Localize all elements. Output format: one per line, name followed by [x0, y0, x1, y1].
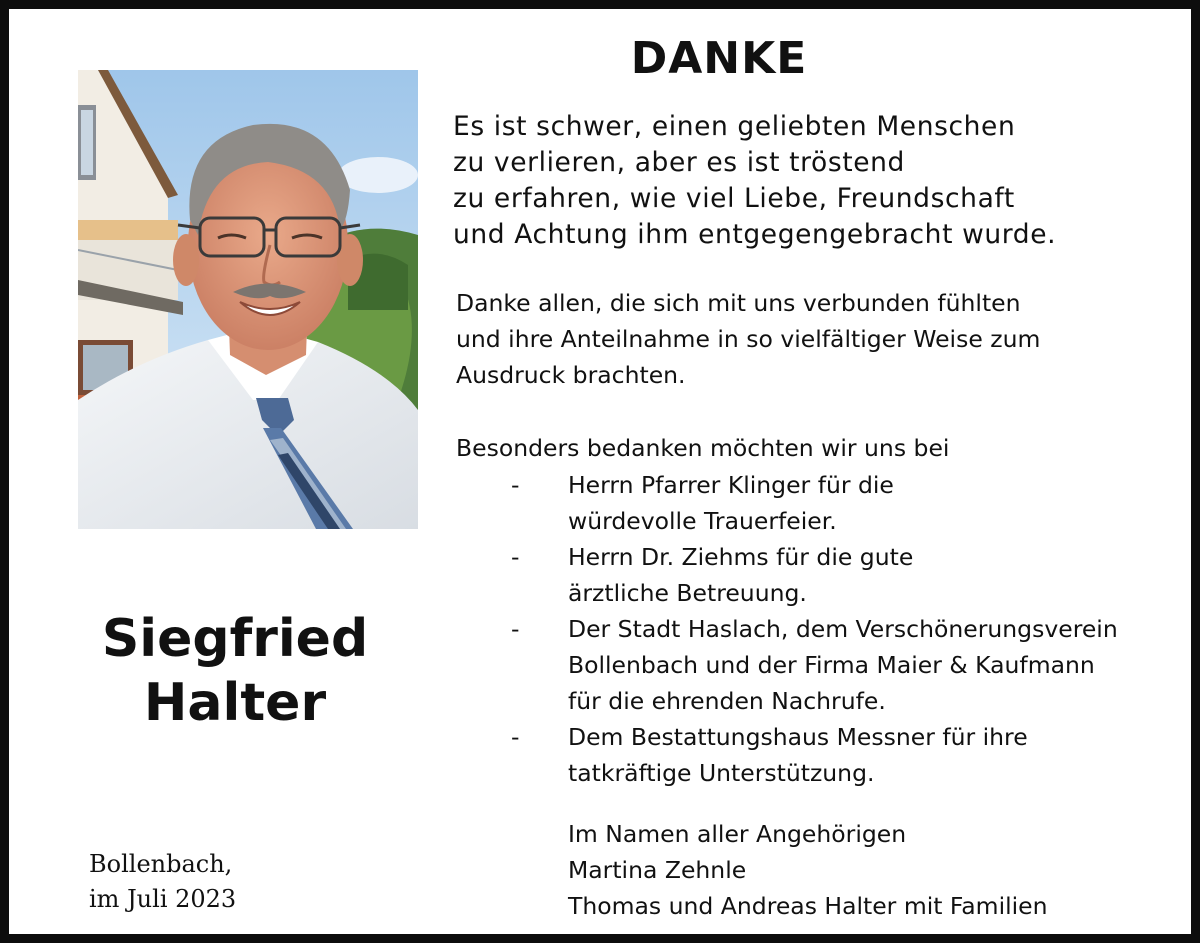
deceased-name: [65, 607, 405, 735]
paragraph-line: und ihre Anteilnahme in so vielfältiger Weise zum: [456, 325, 1041, 353]
notice-title: DANKE: [630, 33, 808, 84]
signature-line: Im Namen aller Angehörigen: [568, 820, 907, 848]
deceased-first-name: Siegfried: [101, 609, 369, 669]
list-item-line: für die ehrenden Nachrufe.: [568, 687, 886, 715]
portrait-photo: [78, 70, 418, 529]
signature-line: Martina Zehnle: [568, 856, 747, 884]
list-item-line: ärztliche Betreuung.: [568, 579, 807, 607]
quote-line: Es ist schwer, einen geliebten Menschen: [453, 111, 1016, 142]
list-marker: -: [511, 471, 520, 499]
list-marker: -: [511, 543, 520, 571]
special-thanks-intro: Besonders bedanken möchten wir uns bei: [456, 434, 950, 462]
quote-line: zu verlieren, aber es ist tröstend: [453, 147, 905, 178]
thanks-list: [509, 467, 1118, 791]
date-line: im Juli 2023: [89, 885, 237, 913]
list-item-line: würdevolle Trauerfeier.: [568, 507, 837, 535]
list-item-line: Bollenbach und der Firma Maier & Kaufmann: [568, 651, 1095, 679]
signature-block: [568, 816, 1048, 924]
paragraph-line: Danke allen, die sich mit uns verbunden fühlten: [456, 289, 1021, 317]
list-marker: -: [511, 723, 520, 751]
list-item-line: Herrn Dr. Ziehms für die gute: [568, 543, 914, 571]
list-item: [509, 611, 1118, 719]
list-item-line: tatkräftige Unterstützung.: [568, 759, 875, 787]
place-line: Bollenbach,: [89, 850, 233, 878]
list-item: [509, 539, 1118, 611]
list-marker: -: [511, 615, 520, 643]
quote-line: zu erfahren, wie viel Liebe, Freundschaft: [453, 183, 1015, 214]
list-item-line: Dem Bestattungshaus Messner für ihre: [568, 723, 1028, 751]
list-item-line: Der Stadt Haslach, dem Verschönerungsverein: [568, 615, 1118, 643]
condolence-quote: [453, 109, 1056, 253]
thanks-paragraph: [456, 285, 1040, 393]
paragraph-line: Ausdruck brachten.: [456, 361, 686, 389]
place-and-date: [89, 847, 236, 917]
deceased-last-name: Halter: [143, 673, 327, 733]
list-item-line: Herrn Pfarrer Klinger für die: [568, 471, 894, 499]
list-item: [509, 467, 1118, 539]
signature-line: Thomas und Andreas Halter mit Familien: [568, 892, 1048, 920]
quote-line: und Achtung ihm entgegengebracht wurde.: [453, 219, 1057, 250]
list-item: [509, 719, 1118, 791]
